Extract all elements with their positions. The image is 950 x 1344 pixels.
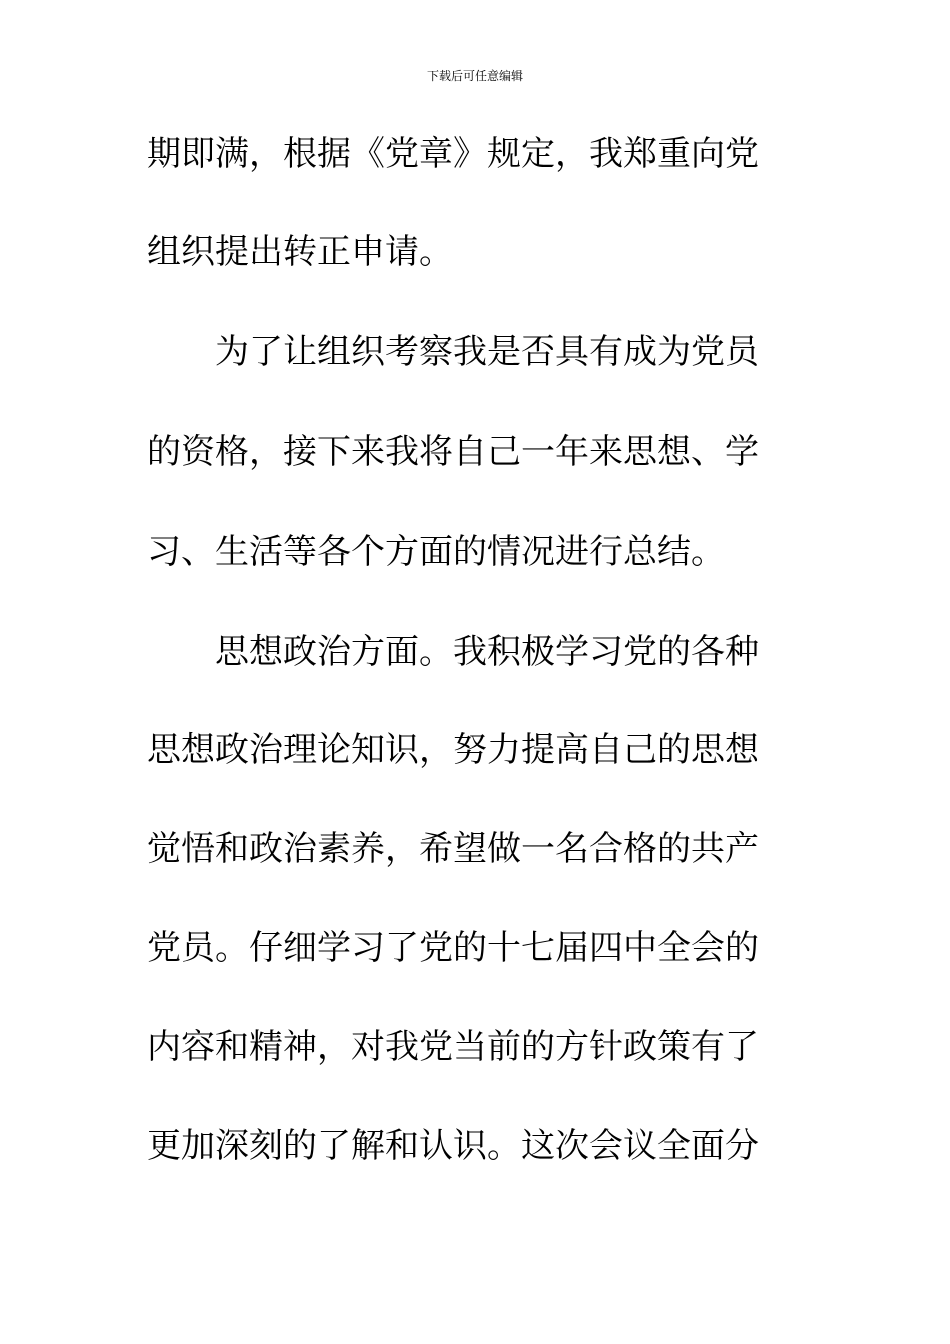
text-line: 党员。仔细学习了党的十七届四中全会的 xyxy=(147,928,759,968)
text-line: 组织提出转正申请。 xyxy=(147,232,453,272)
page-header: 下载后可任意编辑 xyxy=(426,69,523,83)
text-line: 期即满，根据《党章》规定，我郑重向党 xyxy=(147,134,759,174)
paragraph-start-line: 为了让组织考察我是否具有成为党员 xyxy=(215,332,759,372)
text-line: 更加深刻的了解和认识。这次会议全面分 xyxy=(147,1126,759,1166)
text-line: 内容和精神，对我党当前的方针政策有了 xyxy=(147,1027,759,1067)
paragraph-start-line: 思想政治方面。我积极学习党的各种 xyxy=(215,632,759,672)
text-line: 觉悟和政治素养，希望做一名合格的共产 xyxy=(147,829,759,869)
text-line: 思想政治理论知识，努力提高自己的思想 xyxy=(147,730,759,770)
text-line: 习、生活等各个方面的情况进行总结。 xyxy=(147,532,725,572)
text-line: 的资格，接下来我将自己一年来思想、学 xyxy=(147,432,759,472)
